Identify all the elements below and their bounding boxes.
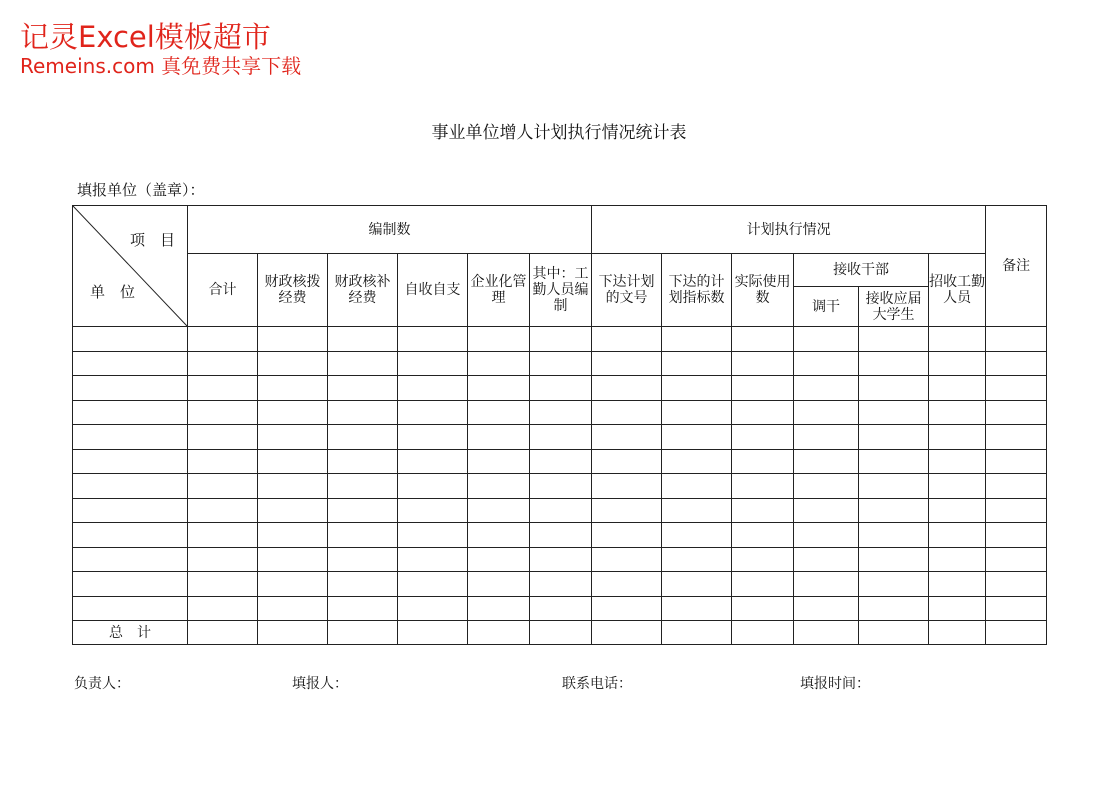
table-cell[interactable]: [859, 449, 929, 474]
corner-label-unit: 单 位: [90, 283, 136, 301]
table-cell[interactable]: [794, 498, 859, 523]
header-self-funded: 自收自支: [398, 254, 468, 327]
table-cell[interactable]: [468, 547, 530, 572]
table-cell[interactable]: [732, 327, 794, 352]
total-cell[interactable]: [986, 621, 1047, 645]
table-cell[interactable]: [662, 400, 732, 425]
table-cell[interactable]: [530, 572, 592, 597]
table-cell[interactable]: [662, 425, 732, 450]
table-cell[interactable]: [929, 449, 986, 474]
total-cell[interactable]: [929, 621, 986, 645]
table-cell[interactable]: [398, 327, 468, 352]
table-cell[interactable]: [592, 449, 662, 474]
table-cell[interactable]: [188, 474, 258, 499]
table-cell[interactable]: [859, 523, 929, 548]
table-cell[interactable]: [986, 547, 1047, 572]
table-cell[interactable]: [258, 400, 328, 425]
table-cell[interactable]: [398, 572, 468, 597]
table-cell[interactable]: [530, 474, 592, 499]
table-cell[interactable]: [468, 351, 530, 376]
table-row: [73, 474, 1047, 499]
table-cell[interactable]: [732, 351, 794, 376]
table-cell[interactable]: [662, 376, 732, 401]
table-cell[interactable]: [188, 327, 258, 352]
table-cell[interactable]: [794, 400, 859, 425]
table-cell[interactable]: [794, 449, 859, 474]
table-cell[interactable]: [929, 474, 986, 499]
table-cell[interactable]: [530, 376, 592, 401]
table-cell[interactable]: [929, 572, 986, 597]
header-corner-cell: [73, 206, 188, 327]
table-cell[interactable]: [859, 425, 929, 450]
table-cell[interactable]: [530, 449, 592, 474]
table-cell[interactable]: [188, 547, 258, 572]
header-graduates: 接收应届大学生: [859, 287, 929, 327]
table-cell[interactable]: [188, 376, 258, 401]
total-cell[interactable]: [530, 621, 592, 645]
table-cell[interactable]: [328, 498, 398, 523]
table-cell[interactable]: [732, 449, 794, 474]
table-cell[interactable]: [258, 572, 328, 597]
table-row: [73, 449, 1047, 474]
total-cell[interactable]: [794, 621, 859, 645]
table-cell[interactable]: [794, 425, 859, 450]
table-row: [73, 400, 1047, 425]
table-cell[interactable]: [986, 498, 1047, 523]
table-cell[interactable]: [592, 474, 662, 499]
table-cell[interactable]: [73, 351, 188, 376]
table-cell[interactable]: [929, 400, 986, 425]
table-cell[interactable]: [662, 327, 732, 352]
table-cell[interactable]: [929, 498, 986, 523]
table-cell[interactable]: [73, 327, 188, 352]
table-cell[interactable]: [73, 523, 188, 548]
table-cell[interactable]: [732, 547, 794, 572]
table-cell[interactable]: [794, 523, 859, 548]
table-cell[interactable]: [592, 596, 662, 621]
table-row: [73, 572, 1047, 597]
table-cell[interactable]: [859, 572, 929, 597]
table-cell[interactable]: [859, 376, 929, 401]
table-cell[interactable]: [662, 523, 732, 548]
group-header-bianzhi: 编制数: [188, 206, 592, 254]
table-cell[interactable]: [732, 572, 794, 597]
total-cell[interactable]: [468, 621, 530, 645]
table-cell[interactable]: [986, 376, 1047, 401]
table-row: [73, 376, 1047, 401]
table-cell[interactable]: [662, 474, 732, 499]
table-cell[interactable]: [592, 523, 662, 548]
table-cell[interactable]: [398, 547, 468, 572]
table-cell[interactable]: [258, 596, 328, 621]
table-cell[interactable]: [258, 351, 328, 376]
table-cell[interactable]: [986, 327, 1047, 352]
table-cell[interactable]: [398, 425, 468, 450]
table-cell[interactable]: [73, 449, 188, 474]
table-cell[interactable]: [929, 327, 986, 352]
table-cell[interactable]: [468, 523, 530, 548]
table-cell[interactable]: [468, 425, 530, 450]
table-cell[interactable]: [73, 425, 188, 450]
table-cell[interactable]: [258, 327, 328, 352]
table-cell[interactable]: [732, 400, 794, 425]
table-cell[interactable]: [328, 400, 398, 425]
table-cell[interactable]: [794, 474, 859, 499]
table-cell[interactable]: [986, 425, 1047, 450]
table-cell[interactable]: [794, 351, 859, 376]
table-cell[interactable]: [530, 351, 592, 376]
table-cell[interactable]: [929, 547, 986, 572]
table-cell[interactable]: [592, 351, 662, 376]
header-plan-indicator: 下达的计划指标数: [662, 254, 732, 327]
table-cell[interactable]: [592, 498, 662, 523]
table-cell[interactable]: [732, 596, 794, 621]
table-row: [73, 523, 1047, 548]
table-cell[interactable]: [794, 376, 859, 401]
table-cell[interactable]: [328, 572, 398, 597]
table-row: [73, 327, 1047, 352]
header-worker-quota: 其中：工勤人员编制: [530, 254, 592, 327]
table-cell[interactable]: [732, 523, 794, 548]
table-cell[interactable]: [592, 327, 662, 352]
header-actual-used: 实际使用数: [732, 254, 794, 327]
table-cell[interactable]: [592, 425, 662, 450]
table-cell[interactable]: [592, 547, 662, 572]
table-cell[interactable]: [328, 547, 398, 572]
table-cell[interactable]: [530, 498, 592, 523]
table-cell[interactable]: [328, 327, 398, 352]
table-cell[interactable]: [859, 596, 929, 621]
table-cell[interactable]: [188, 400, 258, 425]
group-header-plan: 计划执行情况: [592, 206, 986, 254]
table-cell[interactable]: [859, 351, 929, 376]
table-cell[interactable]: [398, 596, 468, 621]
header-fiscal-appropriation: 财政核拨经费: [258, 254, 328, 327]
table-cell[interactable]: [258, 547, 328, 572]
header-enterprise: 企业化管理: [468, 254, 530, 327]
table-cell[interactable]: [398, 400, 468, 425]
table-cell[interactable]: [929, 376, 986, 401]
table-cell[interactable]: [530, 400, 592, 425]
table-cell[interactable]: [258, 376, 328, 401]
table-cell[interactable]: [328, 425, 398, 450]
table-cell[interactable]: [258, 449, 328, 474]
table-cell[interactable]: [662, 498, 732, 523]
table-cell[interactable]: [258, 498, 328, 523]
table-cell[interactable]: [73, 572, 188, 597]
table-cell[interactable]: [662, 547, 732, 572]
table-cell[interactable]: [662, 449, 732, 474]
total-row: [73, 621, 1047, 645]
table-cell[interactable]: [328, 523, 398, 548]
table-cell[interactable]: [398, 351, 468, 376]
table-cell[interactable]: [468, 498, 530, 523]
table-cell[interactable]: [929, 596, 986, 621]
table-cell[interactable]: [398, 523, 468, 548]
table-cell[interactable]: [732, 474, 794, 499]
total-cell[interactable]: [398, 621, 468, 645]
table-cell[interactable]: [662, 572, 732, 597]
table-cell[interactable]: [794, 572, 859, 597]
table-cell[interactable]: [530, 425, 592, 450]
table-cell[interactable]: [468, 327, 530, 352]
table-cell[interactable]: [258, 474, 328, 499]
table-row: [73, 547, 1047, 572]
table-cell[interactable]: [662, 596, 732, 621]
total-cell[interactable]: [188, 621, 258, 645]
table-cell[interactable]: [929, 425, 986, 450]
table-cell[interactable]: [468, 596, 530, 621]
table-cell[interactable]: [859, 498, 929, 523]
group-header-cadres: 接收干部: [794, 254, 929, 287]
table-cell[interactable]: [188, 572, 258, 597]
table-cell[interactable]: [859, 400, 929, 425]
table-cell[interactable]: [929, 351, 986, 376]
total-cell[interactable]: [859, 621, 929, 645]
table-cell[interactable]: [328, 449, 398, 474]
table-cell[interactable]: [530, 523, 592, 548]
table-cell[interactable]: [468, 449, 530, 474]
header-total: 合计: [188, 254, 258, 327]
table-cell[interactable]: [398, 474, 468, 499]
table-cell[interactable]: [188, 523, 258, 548]
corner-label-item: 项 目: [129, 231, 175, 249]
table-cell[interactable]: [468, 400, 530, 425]
header-remarks: 备注: [986, 206, 1047, 327]
table-cell[interactable]: [929, 523, 986, 548]
table-row: [73, 596, 1047, 621]
table-cell[interactable]: [398, 449, 468, 474]
table-cell[interactable]: [530, 547, 592, 572]
table-cell[interactable]: [530, 327, 592, 352]
total-cell[interactable]: [328, 621, 398, 645]
table-cell[interactable]: [592, 400, 662, 425]
diagonal-line: [73, 206, 187, 326]
footer-fill-time: 填报时间：: [800, 676, 870, 692]
table-cell[interactable]: [188, 596, 258, 621]
header-doc-number: 下达计划的文号: [592, 254, 662, 327]
table-cell[interactable]: [986, 572, 1047, 597]
table-cell[interactable]: [592, 572, 662, 597]
table-row: [73, 351, 1047, 376]
table-cell[interactable]: [328, 351, 398, 376]
total-row-label: 总 计: [73, 621, 188, 645]
table-cell[interactable]: [986, 449, 1047, 474]
table-cell[interactable]: [986, 351, 1047, 376]
table-cell[interactable]: [732, 425, 794, 450]
table-cell[interactable]: [73, 547, 188, 572]
total-cell[interactable]: [258, 621, 328, 645]
table-cell[interactable]: [398, 498, 468, 523]
footer-filler: 填报人：: [292, 676, 348, 692]
footer-responsible: 负责人：: [74, 676, 130, 692]
table-cell[interactable]: [258, 425, 328, 450]
watermark-title: 记灵Excel模板超市: [20, 20, 271, 54]
table-cell[interactable]: [328, 376, 398, 401]
table-cell[interactable]: [986, 523, 1047, 548]
table-cell[interactable]: [73, 400, 188, 425]
table-cell[interactable]: [794, 327, 859, 352]
table-cell[interactable]: [188, 351, 258, 376]
table-cell[interactable]: [986, 596, 1047, 621]
table-cell[interactable]: [468, 376, 530, 401]
statistics-table: [72, 205, 1047, 645]
table-cell[interactable]: [73, 474, 188, 499]
table-cell[interactable]: [794, 596, 859, 621]
table-cell[interactable]: [662, 351, 732, 376]
table-cell[interactable]: [986, 474, 1047, 499]
table-cell[interactable]: [188, 449, 258, 474]
table-cell[interactable]: [592, 376, 662, 401]
header-recruit-workers: 招收工勤人员: [929, 254, 986, 327]
header-transfer: 调干: [794, 287, 859, 327]
table-cell[interactable]: [530, 596, 592, 621]
table-cell[interactable]: [794, 547, 859, 572]
header-fiscal-subsidy: 财政核补经费: [328, 254, 398, 327]
table-row: [73, 498, 1047, 523]
table-cell[interactable]: [986, 400, 1047, 425]
total-cell[interactable]: [592, 621, 662, 645]
page-title: 事业单位增人计划执行情况统计表: [431, 123, 687, 143]
table-cell[interactable]: [468, 572, 530, 597]
table-cell[interactable]: [732, 376, 794, 401]
table-cell[interactable]: [188, 498, 258, 523]
watermark-subtitle: Remeins.com 真免费共享下载: [20, 54, 302, 78]
table-cell[interactable]: [73, 596, 188, 621]
table-cell[interactable]: [468, 474, 530, 499]
table-cell[interactable]: [859, 474, 929, 499]
table-cell[interactable]: [859, 327, 929, 352]
table-row: [73, 425, 1047, 450]
table-cell[interactable]: [188, 425, 258, 450]
fill-unit-label: 填报单位（盖章）：: [77, 181, 205, 199]
table-cell[interactable]: [398, 376, 468, 401]
total-cell[interactable]: [732, 621, 794, 645]
table-cell[interactable]: [73, 376, 188, 401]
footer-phone: 联系电话：: [562, 676, 632, 692]
table-cell[interactable]: [732, 498, 794, 523]
total-cell[interactable]: [662, 621, 732, 645]
table-cell[interactable]: [73, 498, 188, 523]
table-cell[interactable]: [258, 523, 328, 548]
table-cell[interactable]: [859, 547, 929, 572]
table-cell[interactable]: [328, 474, 398, 499]
table-cell[interactable]: [328, 596, 398, 621]
